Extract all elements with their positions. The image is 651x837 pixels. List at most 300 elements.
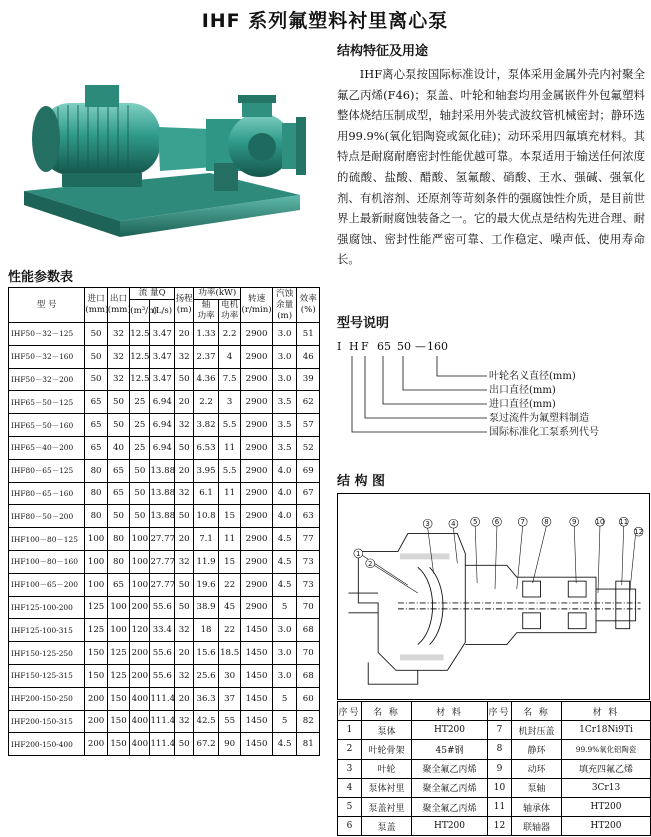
value-cell: 52	[297, 436, 320, 459]
value-cell: 11.9	[194, 550, 219, 573]
value-cell: 51	[297, 323, 320, 346]
parts-cell: 静环	[512, 740, 562, 759]
value-cell: 32	[107, 345, 129, 368]
value-cell: 50	[175, 368, 194, 391]
callout-3: 3	[425, 520, 430, 529]
value-cell: 7.5	[218, 368, 240, 391]
value-cell: 4.0	[272, 482, 297, 505]
value-cell: 100	[130, 528, 150, 551]
value-cell: 200	[130, 642, 150, 665]
header-inlet: 进口 (mm)	[85, 288, 107, 323]
parts-cell: 9	[488, 759, 512, 778]
value-cell: 65	[107, 459, 129, 482]
header-head: 扬程 (m)	[175, 288, 194, 323]
callout-11: 11	[619, 518, 629, 527]
value-cell: 15.6	[194, 642, 219, 665]
value-cell: 200	[85, 710, 107, 733]
value-cell: 15	[218, 505, 240, 528]
value-cell: 100	[85, 550, 107, 573]
model-cell: IHF100－80－160	[9, 550, 85, 573]
value-cell: 4.36	[194, 368, 219, 391]
value-cell: 25.6	[194, 664, 219, 687]
table-row	[9, 642, 320, 665]
value-cell: 25	[130, 391, 150, 414]
value-cell: 150	[85, 664, 107, 687]
table-row	[338, 759, 651, 778]
value-cell: 15	[218, 550, 240, 573]
parts-cell: 3Cr13	[562, 778, 651, 797]
value-cell: 4	[218, 345, 240, 368]
value-cell: 73	[297, 550, 320, 573]
model-cell: IHF150-125-250	[9, 642, 85, 665]
value-cell: 2900	[241, 550, 272, 573]
value-cell: 111.4	[150, 733, 175, 756]
value-cell: 50	[85, 368, 107, 391]
table-row	[9, 323, 320, 346]
value-cell: 80	[85, 459, 107, 482]
value-cell: 80	[85, 505, 107, 528]
value-cell: 200	[85, 733, 107, 756]
value-cell: 32	[175, 664, 194, 687]
value-cell: 32	[107, 323, 129, 346]
parts-cell: 叶轮	[362, 759, 412, 778]
value-cell: 50	[107, 505, 129, 528]
value-cell: 200	[85, 687, 107, 710]
value-cell: 7.1	[194, 528, 219, 551]
parts-cell: 4	[338, 778, 362, 797]
value-cell: 150	[107, 687, 129, 710]
model-code-impeller: 160	[427, 340, 448, 353]
parts-table	[337, 701, 651, 836]
value-cell: 1450	[241, 642, 272, 665]
value-cell: 68	[297, 664, 320, 687]
value-cell: 50	[85, 323, 107, 346]
value-cell: 111.4	[150, 710, 175, 733]
parts-cell: 聚全氟乙丙烯	[412, 797, 488, 816]
parts-header-name: 名 称	[362, 702, 412, 721]
header-flow-m3h: (m³/h)	[130, 300, 150, 323]
value-cell: 11	[218, 528, 240, 551]
value-cell: 36.3	[194, 687, 219, 710]
value-cell: 2.37	[194, 345, 219, 368]
value-cell: 13.88	[150, 482, 175, 505]
value-cell: 50	[175, 505, 194, 528]
value-cell: 45	[218, 596, 240, 619]
value-cell: 32	[175, 619, 194, 642]
value-cell: 2900	[241, 459, 272, 482]
value-cell: 3.5	[272, 391, 297, 414]
parts-cell: 聚全氟乙丙烯	[412, 759, 488, 778]
value-cell: 13.88	[150, 505, 175, 528]
table-row	[9, 687, 320, 710]
header-flow: 流 量Q	[130, 288, 175, 300]
callout-2: 2	[367, 559, 373, 568]
value-cell: 40	[107, 436, 129, 459]
value-cell: 46	[297, 345, 320, 368]
model-cell: IHF200-150-400	[9, 733, 85, 756]
value-cell: 50	[175, 733, 194, 756]
model-label-series: 国际标准化工泵系列代号	[489, 427, 599, 438]
value-cell: 400	[130, 710, 150, 733]
value-cell: 2900	[241, 414, 272, 437]
value-cell: 22	[218, 573, 240, 596]
parts-table-body	[338, 721, 651, 836]
table-row	[338, 778, 651, 797]
model-code-h: H	[349, 340, 359, 353]
model-cell: IHF150-125-315	[9, 664, 85, 687]
value-cell: 3.0	[272, 642, 297, 665]
table-row	[338, 817, 651, 836]
value-cell: 20	[175, 391, 194, 414]
value-cell: 80	[107, 550, 129, 573]
value-cell: 2900	[241, 391, 272, 414]
value-cell: 3.95	[194, 459, 219, 482]
value-cell: 3.0	[272, 619, 297, 642]
value-cell: 3.47	[150, 345, 175, 368]
value-cell: 18.5	[218, 642, 240, 665]
parts-header-material: 材 料	[412, 702, 488, 721]
model-cell: IHF200-150-250	[9, 687, 85, 710]
callout-5: 5	[472, 518, 478, 527]
value-cell: 65	[107, 482, 129, 505]
value-cell: 32	[175, 550, 194, 573]
value-cell: 70	[297, 596, 320, 619]
value-cell: 125	[107, 664, 129, 687]
value-cell: 20	[175, 687, 194, 710]
value-cell: 1450	[241, 687, 272, 710]
value-cell: 69	[297, 459, 320, 482]
model-code-f: F	[361, 340, 369, 353]
parts-cell: HT200	[412, 817, 488, 836]
parts-cell: 泵体	[362, 721, 412, 740]
model-cell: IHF80－50－200	[9, 505, 85, 528]
table-row	[9, 391, 320, 414]
value-cell: 11	[218, 482, 240, 505]
value-cell: 100	[107, 619, 129, 642]
value-cell: 12.5	[130, 368, 150, 391]
parts-cell: 泵盖	[362, 817, 412, 836]
parts-header-no-2: 序号	[488, 702, 512, 721]
value-cell: 20	[175, 642, 194, 665]
value-cell: 100	[85, 528, 107, 551]
value-cell: 57	[297, 414, 320, 437]
value-cell: 150	[107, 733, 129, 756]
value-cell: 100	[130, 573, 150, 596]
value-cell: 400	[130, 733, 150, 756]
value-cell: 65	[107, 573, 129, 596]
structure-diagram	[337, 493, 650, 700]
value-cell: 37	[218, 687, 240, 710]
table-row	[338, 721, 651, 740]
value-cell: 55	[218, 710, 240, 733]
value-cell: 77	[297, 528, 320, 551]
model-cell: IHF50－32－200	[9, 368, 85, 391]
header-motor-power: 电机 功率	[218, 300, 240, 323]
table-row	[9, 414, 320, 437]
parts-cell: 动环	[512, 759, 562, 778]
model-heading: 型号说明	[337, 316, 390, 331]
value-cell: 4.5	[272, 550, 297, 573]
header-outlet: 出口 (mm)	[107, 288, 129, 323]
value-cell: 2.2	[194, 391, 219, 414]
value-cell: 3.47	[150, 323, 175, 346]
value-cell: 18	[194, 619, 219, 642]
value-cell: 50	[130, 505, 150, 528]
table-row	[9, 528, 320, 551]
parts-cell: 填充四氟乙烯	[562, 759, 651, 778]
performance-table	[8, 287, 320, 756]
model-label-material: 泵过流件为氟塑料制造	[489, 413, 589, 424]
table-row	[9, 619, 320, 642]
value-cell: 55.6	[150, 664, 175, 687]
table-row	[9, 345, 320, 368]
model-label-impeller: 叶轮名义直径(mm)	[489, 371, 576, 382]
table-row	[9, 505, 320, 528]
header-npsh: 汽蚀 余量 (m)	[272, 288, 297, 323]
value-cell: 6.53	[194, 436, 219, 459]
callout-6: 6	[494, 518, 500, 527]
value-cell: 67.2	[194, 733, 219, 756]
model-explanation	[337, 330, 647, 450]
structure-description: IHF离心泵按国际标准设计，泵体采用金属外壳内衬聚全氟乙丙烯(F46)；泵盖、叶轮和轴套均用金属嵌件外包氟塑料整体烧结压制成型，轴封采用外装式波纹管机械密封；静环选用99.9%(氧化铝陶瓷或氮化硅)；动环采用四氟填充材料。其特点是耐腐耐磨密封性能优越可靠。本泵适用于输送任何浓度的硫酸、盐酸、醋酸、氢氟酸、硝酸、王水、强碱、强氧化剂、有机溶剂、还原剂等苛刻条件的强腐蚀性介质，是目前世界上最新耐腐蚀装备之一。它的最大优点是结构先进合理、耐强腐蚀、密封性能严密可靠、工作稳定、噪声低、使用寿命长。	[337, 67, 645, 267]
callout-10: 10	[595, 518, 605, 527]
header-speed: 转速 (r/min)	[241, 288, 272, 323]
value-cell: 70	[297, 642, 320, 665]
value-cell: 2900	[241, 368, 272, 391]
table-row	[9, 368, 320, 391]
parts-cell: HT200	[562, 797, 651, 816]
parts-cell: 12	[488, 817, 512, 836]
value-cell: 125	[107, 642, 129, 665]
value-cell: 50	[130, 482, 150, 505]
parts-cell: 1Cr18Ni9Ti	[562, 721, 651, 740]
value-cell: 32	[175, 345, 194, 368]
value-cell: 63	[297, 505, 320, 528]
value-cell: 4.5	[272, 573, 297, 596]
value-cell: 50	[130, 459, 150, 482]
value-cell: 33.4	[150, 619, 175, 642]
value-cell: 80	[107, 528, 129, 551]
value-cell: 55.6	[150, 642, 175, 665]
parts-cell: 轴承体	[512, 797, 562, 816]
value-cell: 3.5	[272, 414, 297, 437]
value-cell: 50	[85, 345, 107, 368]
parts-header-no: 序号	[338, 702, 362, 721]
table-row	[9, 573, 320, 596]
value-cell: 38.9	[194, 596, 219, 619]
table-row	[9, 710, 320, 733]
model-code-i: I	[337, 340, 342, 353]
model-label-outlet: 出口直径(mm)	[489, 385, 556, 396]
value-cell: 10.8	[194, 505, 219, 528]
value-cell: 60	[297, 687, 320, 710]
value-cell: 50	[107, 391, 129, 414]
model-cell: IHF100－65－200	[9, 573, 85, 596]
value-cell: 400	[130, 687, 150, 710]
model-cell: IHF125-100-200	[9, 596, 85, 619]
value-cell: 50	[175, 596, 194, 619]
value-cell: 50	[175, 573, 194, 596]
value-cell: 50	[175, 436, 194, 459]
value-cell: 11	[218, 436, 240, 459]
value-cell: 32	[175, 710, 194, 733]
header-shaft-power: 轴 功率	[194, 300, 219, 323]
value-cell: 3.0	[272, 664, 297, 687]
value-cell: 4.0	[272, 459, 297, 482]
value-cell: 200	[130, 664, 150, 687]
callout-12: 12	[634, 528, 643, 537]
value-cell: 81	[297, 733, 320, 756]
header-model: 型 号	[9, 288, 85, 323]
table-row	[9, 550, 320, 573]
value-cell: 5	[272, 710, 297, 733]
parts-cell: 45#钢	[412, 740, 488, 759]
value-cell: 6.94	[150, 436, 175, 459]
value-cell: 3.0	[272, 345, 297, 368]
model-cell: IHF50－32－160	[9, 345, 85, 368]
callout-8: 8	[544, 518, 549, 527]
value-cell: 2900	[241, 573, 272, 596]
callout-7: 7	[520, 518, 525, 527]
parts-cell: 聚全氟乙丙烯	[412, 778, 488, 797]
value-cell: 13.88	[150, 459, 175, 482]
value-cell: 2900	[241, 596, 272, 619]
value-cell: 82	[297, 710, 320, 733]
value-cell: 4.0	[272, 505, 297, 528]
value-cell: 12.5	[130, 323, 150, 346]
parts-cell: 5	[338, 797, 362, 816]
value-cell: 50	[107, 414, 129, 437]
value-cell: 27.77	[150, 573, 175, 596]
value-cell: 3.0	[272, 368, 297, 391]
parts-cell: 10	[488, 778, 512, 797]
value-cell: 32	[175, 482, 194, 505]
model-code-inlet: 65	[377, 340, 391, 353]
parts-cell: 3	[338, 759, 362, 778]
value-cell: 100	[107, 596, 129, 619]
model-code-dash: —	[415, 340, 426, 353]
value-cell: 2900	[241, 323, 272, 346]
value-cell: 2900	[241, 482, 272, 505]
structure-heading: 结构特征及用途	[337, 44, 429, 59]
value-cell: 1450	[241, 710, 272, 733]
value-cell: 2900	[241, 345, 272, 368]
model-code-outlet: 50	[397, 340, 411, 353]
value-cell: 2900	[241, 505, 272, 528]
parts-header-name-2: 名 称	[512, 702, 562, 721]
performance-table-body	[9, 323, 320, 756]
value-cell: 73	[297, 573, 320, 596]
table-row	[338, 797, 651, 816]
model-cell: IHF200-150-315	[9, 710, 85, 733]
value-cell: 20	[175, 323, 194, 346]
table-row	[9, 482, 320, 505]
header-flow-ls: (L/s)	[150, 300, 175, 323]
header-efficiency: 效率 (%)	[297, 288, 320, 323]
value-cell: 2.2	[218, 323, 240, 346]
value-cell: 62	[297, 391, 320, 414]
model-cell: IHF80－65－160	[9, 482, 85, 505]
value-cell: 22	[218, 619, 240, 642]
value-cell: 80	[85, 482, 107, 505]
value-cell: 120	[130, 619, 150, 642]
value-cell: 6.94	[150, 391, 175, 414]
parts-cell: HT200	[412, 721, 488, 740]
value-cell: 200	[130, 596, 150, 619]
value-cell: 5	[272, 687, 297, 710]
model-cell: IHF125-100-315	[9, 619, 85, 642]
table-row	[9, 436, 320, 459]
value-cell: 6.94	[150, 414, 175, 437]
value-cell: 20	[175, 528, 194, 551]
value-cell: 2900	[241, 528, 272, 551]
value-cell: 111.4	[150, 687, 175, 710]
value-cell: 25	[130, 414, 150, 437]
value-cell: 42.5	[194, 710, 219, 733]
parts-cell: 8	[488, 740, 512, 759]
value-cell: 1450	[241, 733, 272, 756]
value-cell: 5.5	[218, 459, 240, 482]
value-cell: 150	[85, 642, 107, 665]
value-cell: 1.33	[194, 323, 219, 346]
value-cell: 150	[107, 710, 129, 733]
parts-cell: 泵体衬里	[362, 778, 412, 797]
value-cell: 100	[85, 573, 107, 596]
header-power: 功率(kW)	[194, 288, 241, 300]
diagram-heading: 结 构 图	[337, 474, 386, 489]
value-cell: 6.1	[194, 482, 219, 505]
parts-cell: 叶轮骨架	[362, 740, 412, 759]
value-cell: 65	[85, 414, 107, 437]
value-cell: 125	[85, 619, 107, 642]
table-row	[338, 740, 651, 759]
value-cell: 25	[130, 436, 150, 459]
value-cell: 27.77	[150, 528, 175, 551]
performance-table-header	[9, 288, 320, 323]
value-cell: 32	[175, 414, 194, 437]
parts-cell: 6	[338, 817, 362, 836]
value-cell: 30	[218, 664, 240, 687]
parts-cell: 99.9%氧化铝陶瓷	[562, 740, 651, 759]
value-cell: 5	[272, 596, 297, 619]
performance-heading: 性能参数表	[8, 270, 74, 285]
value-cell: 12.5	[130, 345, 150, 368]
value-cell: 4.5	[272, 528, 297, 551]
parts-cell: 2	[338, 740, 362, 759]
value-cell: 1450	[241, 619, 272, 642]
value-cell: 55.6	[150, 596, 175, 619]
model-cell: IHF80－65－125	[9, 459, 85, 482]
page-title: IHF 系列氟塑料衬里离心泵	[201, 10, 449, 32]
pump-photo	[10, 45, 310, 260]
value-cell: 39	[297, 368, 320, 391]
value-cell: 5.5	[218, 414, 240, 437]
callout-4: 4	[451, 520, 456, 529]
value-cell: 32	[107, 368, 129, 391]
parts-header-material-2: 材 料	[562, 702, 651, 721]
model-cell: IHF100－80－125	[9, 528, 85, 551]
value-cell: 65	[85, 436, 107, 459]
value-cell: 2900	[241, 436, 272, 459]
value-cell: 20	[175, 459, 194, 482]
callout-1: 1	[356, 549, 361, 558]
model-label-inlet: 进口直径(mm)	[489, 399, 556, 410]
parts-cell: 1	[338, 721, 362, 740]
parts-table-header	[338, 702, 651, 721]
value-cell: 3.82	[194, 414, 219, 437]
value-cell: 68	[297, 619, 320, 642]
parts-cell: 11	[488, 797, 512, 816]
